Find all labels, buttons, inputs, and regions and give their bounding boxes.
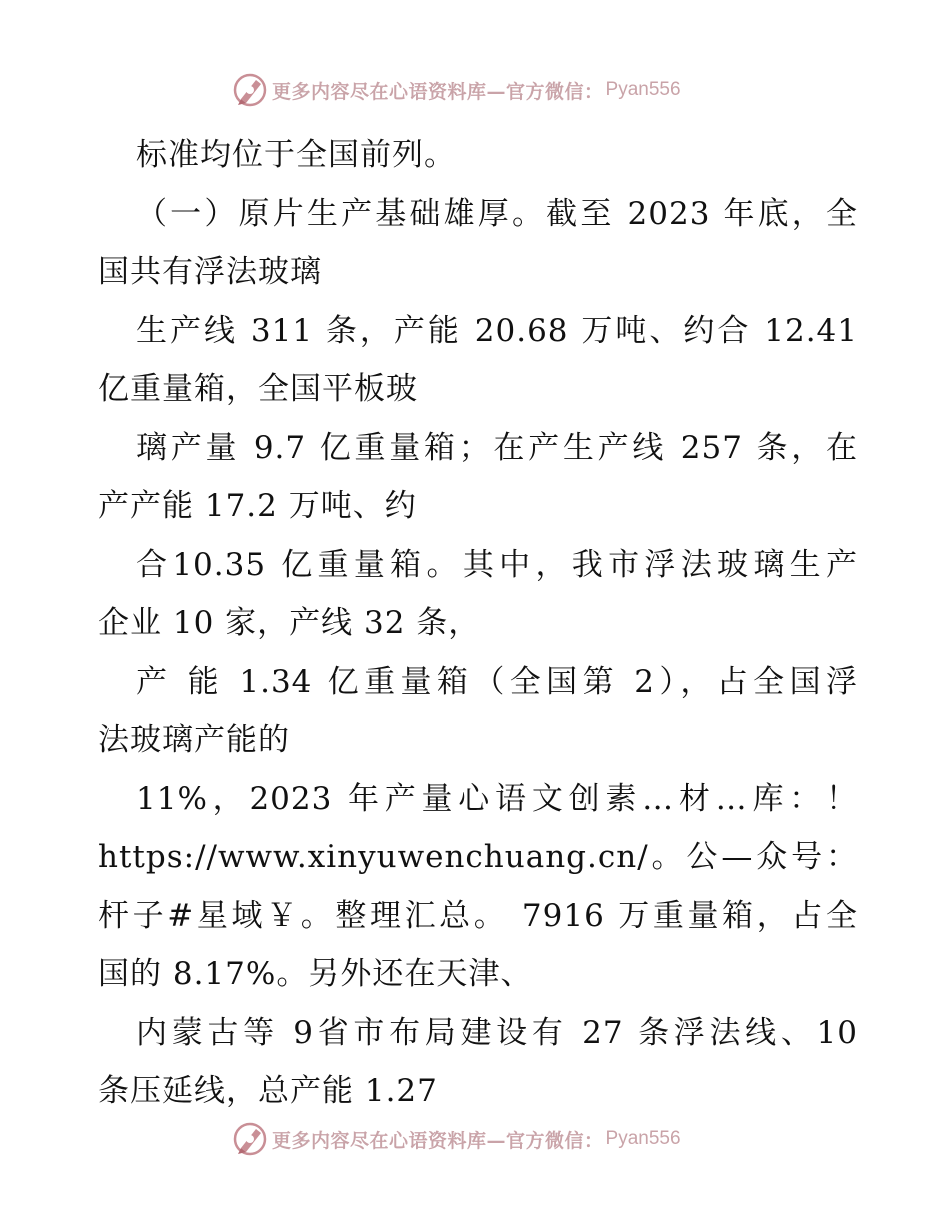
text-line: 杆子#星域￥。整理汇总。 7916 万重量箱，占全 — [98, 897, 858, 934]
banner-text: 更多内容尽在心语资料库—官方微信： — [272, 1129, 604, 1152]
text-line: 璃产量 9.7 亿重量箱；在产生产线 257 条，在 — [136, 429, 858, 466]
banner-wechat-id: Pyan556 — [605, 1128, 681, 1149]
text-line: 内蒙古等 9省市布局建设有 27 条浮法线、10 — [136, 1014, 858, 1051]
text-line: 亿重量箱，全国平板玻 — [98, 371, 418, 407]
text-line: 国共有浮法玻璃 — [98, 254, 322, 290]
text-line: 产产能 17.2 万吨、约 — [98, 488, 417, 524]
text-line: 法玻璃产能的 — [98, 722, 290, 758]
pen-logo-icon — [232, 1121, 268, 1157]
text-line: 企业 10 家，产线 32 条， — [98, 605, 481, 641]
text-line: https://www.xinyuwenchuang.cn/。公—众号： — [98, 839, 858, 875]
footer-watermark-banner — [232, 1119, 752, 1159]
text-line: 标准均位于全国前列。 — [136, 137, 456, 173]
text-line: 11%，2023 年产量心语文创素…材…库：！ — [136, 780, 858, 817]
header-watermark-banner — [232, 70, 752, 110]
text-line: 生产线 311 条，产能 20.68 万吨、约合 12.41 — [136, 312, 858, 349]
text-line: （一）原片生产基础雄厚。截至 2023 年底，全 — [136, 195, 858, 232]
text-line: 合10.35 亿重量箱。其中，我市浮法玻璃生产 — [136, 546, 858, 583]
pen-logo-icon — [232, 72, 268, 108]
text-line: 国的 8.17%。另外还在天津、 — [98, 956, 533, 992]
banner-wechat-id: Pyan556 — [605, 79, 681, 100]
banner-text: 更多内容尽在心语资料库—官方微信： — [272, 80, 604, 103]
document-body — [98, 126, 858, 1121]
text-line: 产 能 1.34 亿重量箱（全国第 2），占全国浮 — [136, 663, 858, 700]
text-line: 条压延线，总产能 1.27 — [98, 1073, 438, 1109]
